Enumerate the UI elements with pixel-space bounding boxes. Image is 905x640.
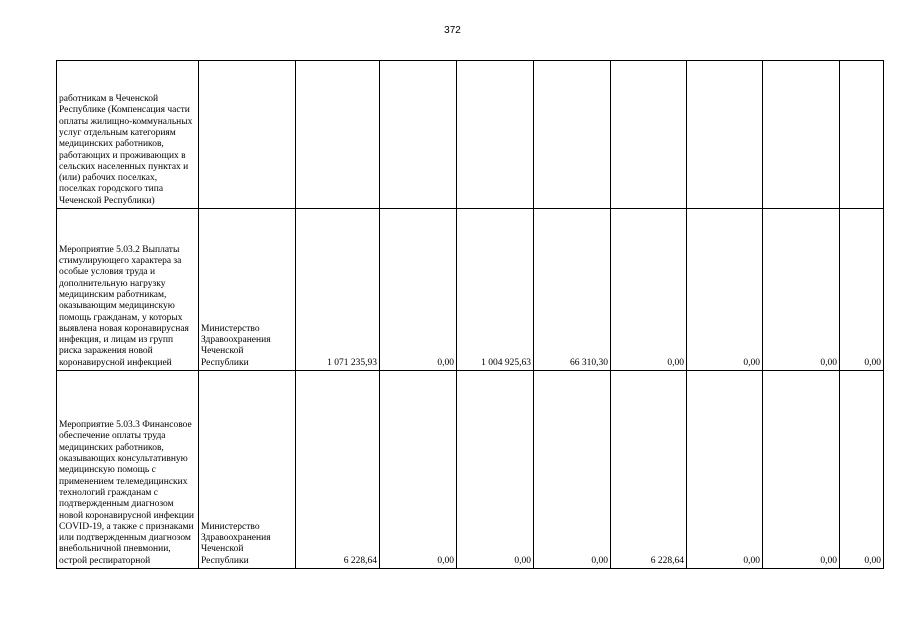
- value-cell: [687, 61, 763, 209]
- value-cell: 0,00: [840, 209, 884, 371]
- value-cell: 0,00: [380, 371, 457, 569]
- page-number: 372: [444, 25, 461, 36]
- value-cell: [380, 61, 457, 209]
- value-cell: 6 228,64: [296, 371, 380, 569]
- value-cell: 6 228,64: [611, 371, 687, 569]
- value-cell: 0,00: [457, 371, 534, 569]
- row-description: работникам в Чеченской Республике (Компенсация части оплаты жилищно-коммунальных услуг отдельным категориям медицинских работников, работающих и проживающих в сельских населенных пунктах и (или) рабочих поселках, поселках городского типа Чеченской Республики): [57, 61, 199, 209]
- value-cell: 1 004 925,63: [457, 209, 534, 371]
- value-cell: [611, 61, 687, 209]
- value-cell: [763, 61, 840, 209]
- table-row: [57, 371, 884, 569]
- value-cell: 0,00: [687, 371, 763, 569]
- value-cell: [534, 61, 611, 209]
- value-cell: [296, 61, 380, 209]
- value-cell: 0,00: [687, 209, 763, 371]
- value-cell: 66 310,30: [534, 209, 611, 371]
- row-executor: Министерство Здравоохранения Чеченской Республики: [199, 209, 296, 371]
- value-cell: 0,00: [380, 209, 457, 371]
- value-cell: 0,00: [534, 371, 611, 569]
- row-description: Мероприятие 5.03.3 Финансовое обеспечение оплаты труда медицинских работников, оказывающих консультативную медицинскую помощь с применением телемедицинских технологий гражданам с подтвержденным диагнозом новой коронавирусной инфекции COVID-19, а также с признаками или подтвержденным диагнозом внебольничной пневмонии, острой респираторной: [57, 371, 199, 569]
- table-row: [57, 61, 884, 209]
- table-row: [57, 209, 884, 371]
- value-cell: 0,00: [763, 209, 840, 371]
- value-cell: 0,00: [840, 371, 884, 569]
- value-cell: 1 071 235,93: [296, 209, 380, 371]
- value-cell: 0,00: [611, 209, 687, 371]
- value-cell: [840, 61, 884, 209]
- row-executor: [199, 61, 296, 209]
- value-cell: [457, 61, 534, 209]
- budget-table: [56, 60, 884, 569]
- value-cell: 0,00: [763, 371, 840, 569]
- row-executor: Министерство Здравоохранения Чеченской Республики: [199, 371, 296, 569]
- row-description: Мероприятие 5.03.2 Выплаты стимулирующего характера за особые условия труда и дополнительную нагрузку медицинским работникам, оказывающим медицинскую помощь гражданам, у которых выявлена новая коронавирусная инфекция, и лицам из групп риска заражения новой коронавирусной инфекцией: [57, 209, 199, 371]
